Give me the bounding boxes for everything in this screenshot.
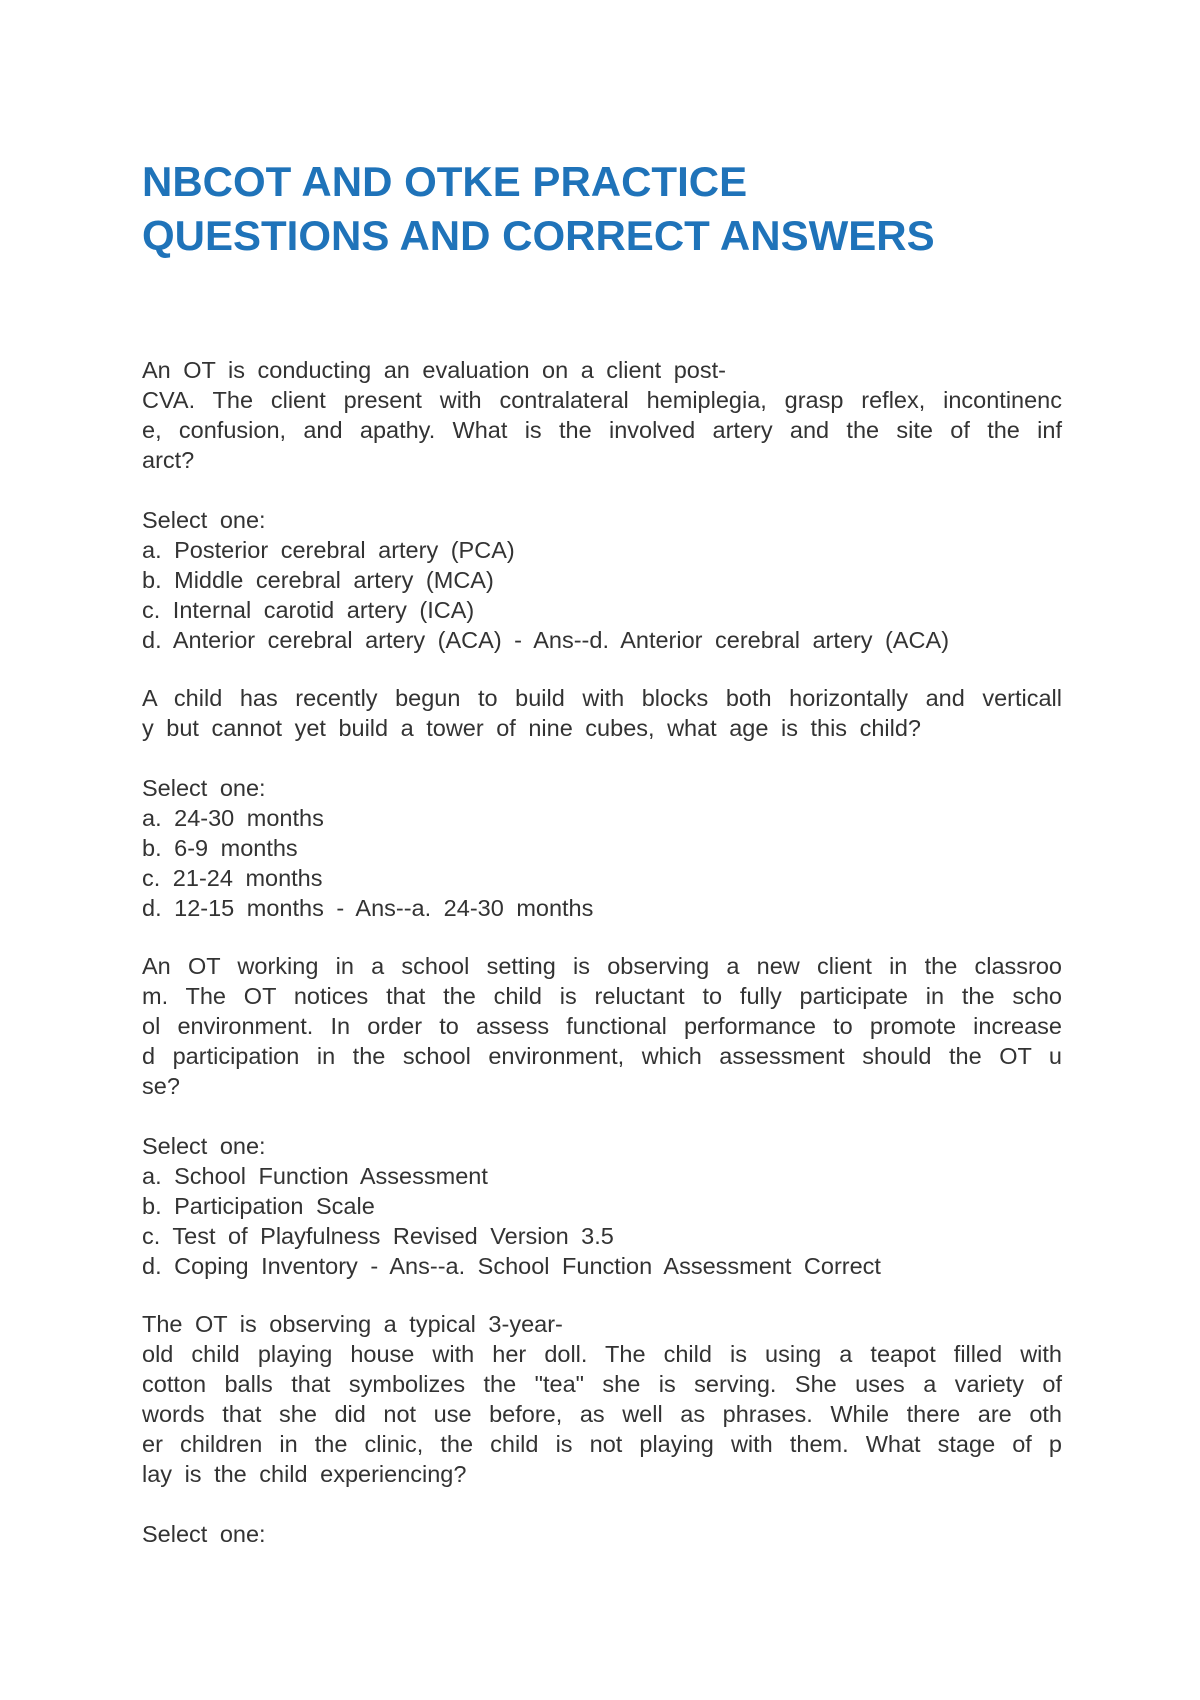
- title-line-1: NBCOT AND OTKE PRACTICE: [142, 158, 748, 205]
- question-2-select-label: Select one:: [142, 775, 266, 801]
- question-1-line-2: CVA. The client present with contralateral hemiplegia, grasp reflex, incontinenc: [142, 387, 1062, 413]
- question-3-options: [142, 1161, 1062, 1281]
- question-4-line-5: er children in the clinic, the child is not playing with them. What stage of p: [142, 1431, 1062, 1457]
- question-2: [142, 683, 1062, 923]
- question-2-option-d-answer: d. 12-15 months - Ans--a. 24-30 months: [142, 895, 594, 921]
- question-1: [142, 355, 1062, 655]
- question-2-options: [142, 803, 1062, 923]
- question-4-line-2: old child playing house with her doll. The child is using a teapot filled with: [142, 1341, 1062, 1367]
- question-1-option-c: c. Internal carotid artery (ICA): [142, 597, 475, 623]
- question-1-option-b: b. Middle cerebral artery (MCA): [142, 567, 494, 593]
- question-3-option-c: c. Test of Playfulness Revised Version 3.5: [142, 1223, 614, 1249]
- question-3-line-1: An OT working in a school setting is observing a new client in the classroo: [142, 953, 1062, 979]
- question-4-line-1: The OT is observing a typical 3-year-: [142, 1311, 563, 1337]
- question-3-line-5: se?: [142, 1073, 180, 1099]
- question-2-option-c: c. 21-24 months: [142, 865, 323, 891]
- questions-container: [142, 355, 1062, 1549]
- question-3-option-a: a. School Function Assessment: [142, 1163, 488, 1189]
- question-2-option-b: b. 6-9 months: [142, 835, 298, 861]
- question-4: [142, 1309, 1062, 1549]
- question-3-select-label: Select one:: [142, 1133, 266, 1159]
- question-1-options: [142, 535, 1062, 655]
- question-3: [142, 951, 1062, 1281]
- question-4-text: [142, 1309, 1062, 1489]
- question-2-line-1: A child has recently begun to build with blocks both horizontally and verticall: [142, 685, 1062, 711]
- question-3-option-d-answer: d. Coping Inventory - Ans--a. School Function Assessment Correct: [142, 1253, 881, 1279]
- question-2-text: [142, 683, 1062, 743]
- question-2-line-2: y but cannot yet build a tower of nine cubes, what age is this child?: [142, 715, 921, 741]
- question-4-line-6: lay is the child experiencing?: [142, 1461, 467, 1487]
- question-3-line-4: d participation in the school environment, which assessment should the OT u: [142, 1043, 1062, 1069]
- question-1-line-1: An OT is conducting an evaluation on a client post-: [142, 357, 726, 383]
- question-4-line-3: cotton balls that symbolizes the "tea" she is serving. She uses a variety of: [142, 1371, 1062, 1397]
- question-3-line-3: ol environment. In order to assess functional performance to promote increase: [142, 1013, 1062, 1039]
- question-3-option-b: b. Participation Scale: [142, 1193, 375, 1219]
- document-title: [142, 155, 1082, 263]
- question-4-line-4: words that she did not use before, as well as phrases. While there are oth: [142, 1401, 1062, 1427]
- title-line-2: QUESTIONS AND CORRECT ANSWERS: [142, 212, 935, 259]
- question-1-option-d-answer: d. Anterior cerebral artery (ACA) - Ans--d. Anterior cerebral artery (ACA): [142, 627, 950, 653]
- question-1-select-label: Select one:: [142, 507, 266, 533]
- question-1-text: [142, 355, 1062, 475]
- question-4-select-label: Select one:: [142, 1521, 266, 1547]
- question-3-text: [142, 951, 1062, 1101]
- question-1-option-a: a. Posterior cerebral artery (PCA): [142, 537, 515, 563]
- question-1-line-3: e, confusion, and apathy. What is the involved artery and the site of the inf: [142, 417, 1062, 443]
- question-2-option-a: a. 24-30 months: [142, 805, 324, 831]
- question-3-line-2: m. The OT notices that the child is reluctant to fully participate in the scho: [142, 983, 1062, 1009]
- question-1-line-4: arct?: [142, 447, 195, 473]
